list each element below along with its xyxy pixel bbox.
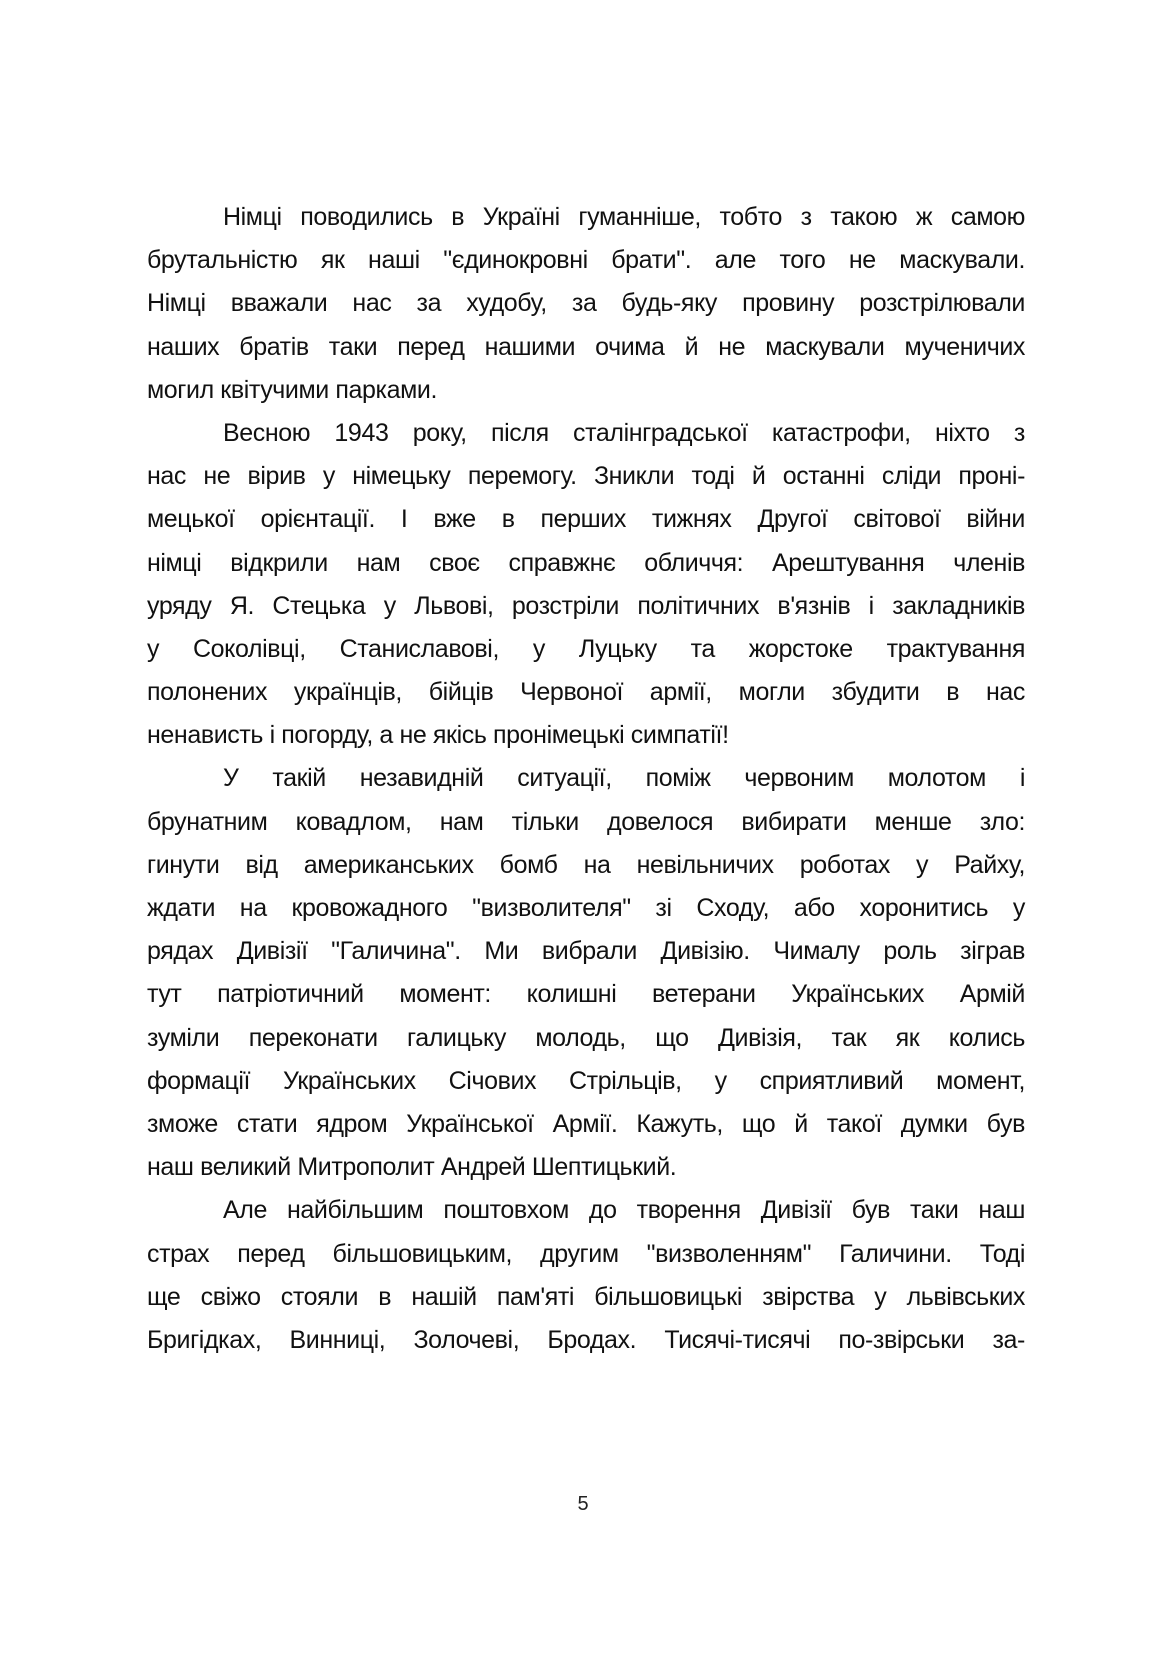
paragraph-3-line-7: зуміли переконати галицьку молодь, що Дивізія, так як колись: [147, 1023, 1025, 1052]
paragraph-4-line-3: ще свіжо стояли в нашій пам'яті більшовицькі звірства у львівських: [147, 1282, 1025, 1311]
paragraph-2-line-4: німці відкрили нам своє справжнє обличчя: Арештування членів: [147, 548, 1025, 577]
paragraph-4-line-1: Але найбільшим поштовхом до творення Дивізії був таки наш: [223, 1196, 1025, 1225]
paragraph-4-line-2: страх перед більшовицьким, другим "визволенням" Галичини. Тоді: [147, 1239, 1025, 1268]
page-number: 5: [577, 1493, 589, 1515]
paragraph-2-line-1: Весною 1943 року, після сталінградської катастрофи, ніхто з: [223, 418, 1025, 447]
paragraph-1-line-4: наших братів таки перед нашими очима й не маскували мученичих: [147, 332, 1025, 361]
paragraph-1-line-3: Німці вважали нас за худобу, за будь-яку провину розстрілювали: [147, 289, 1025, 318]
paragraph-3-line-8: формації Українських Січових Стрільців, у сприятливий момент,: [147, 1066, 1025, 1095]
paragraph-3-line-1: У такій незавидній ситуації, поміж червоним молотом і: [223, 764, 1025, 793]
paragraph-2-line-8: ненависть і погорду, а не якісь пронімецькі симпатії!: [147, 721, 729, 750]
paragraph-3-line-9: зможе стати ядром Української Армії. Кажуть, що й такої думки був: [147, 1109, 1025, 1138]
paragraph-3-line-10: наш великий Митрополит Андрей Шептицький.: [147, 1153, 677, 1182]
paragraph-1-line-1: Німці поводились в Україні гуманніше, тобто з такою ж самою: [223, 203, 1025, 231]
paragraph-3-line-3: гинути від американських бомб на невільничих роботах у Райху,: [147, 850, 1025, 879]
paragraph-1-line-5: могил квітучими парками.: [147, 375, 438, 404]
paragraph-4-line-4: Бригідках, Винниці, Золочеві, Бродах. Тисячі-тисячі по-звірськи за-: [147, 1325, 1025, 1354]
paragraph-3-line-2: брунатним ковадлом, нам тільки довелося вибирати менше зло:: [147, 807, 1025, 836]
paragraph-3-line-5: рядах Дивізії "Галичина". Ми вибрали Дивізію. Чималу роль зіграв: [147, 937, 1025, 966]
paragraph-2-line-6: у Соколівці, Станиславові, у Луцьку та жорстоке трактування: [147, 634, 1025, 663]
body-text: [147, 196, 1025, 1362]
paragraph-2-line-3: мецької орієнтації. І вже в перших тижнях Другої світової війни: [147, 505, 1025, 534]
paragraph-1-line-2: брутальністю як наші "єдинокровні брати". але того не маскували.: [147, 246, 1025, 275]
paragraph-3-line-4: ждати на кровожадного "визволителя" зі Сходу, або хоронитись у: [147, 894, 1025, 922]
paragraph-2-line-5: уряду Я. Стецька у Львові, розстріли політичних в'язнів і закладників: [147, 591, 1025, 620]
paragraph-2-line-7: полонених українців, бійців Червоної армії, могли збудити в нас: [147, 678, 1025, 707]
paragraph-3-line-6: тут патріотичний момент: колишні ветерани Українських Армій: [147, 980, 1025, 1009]
paragraph-2-line-2: нас не вірив у німецьку перемогу. Зникли тоді й останні сліди проні-: [147, 462, 1025, 491]
